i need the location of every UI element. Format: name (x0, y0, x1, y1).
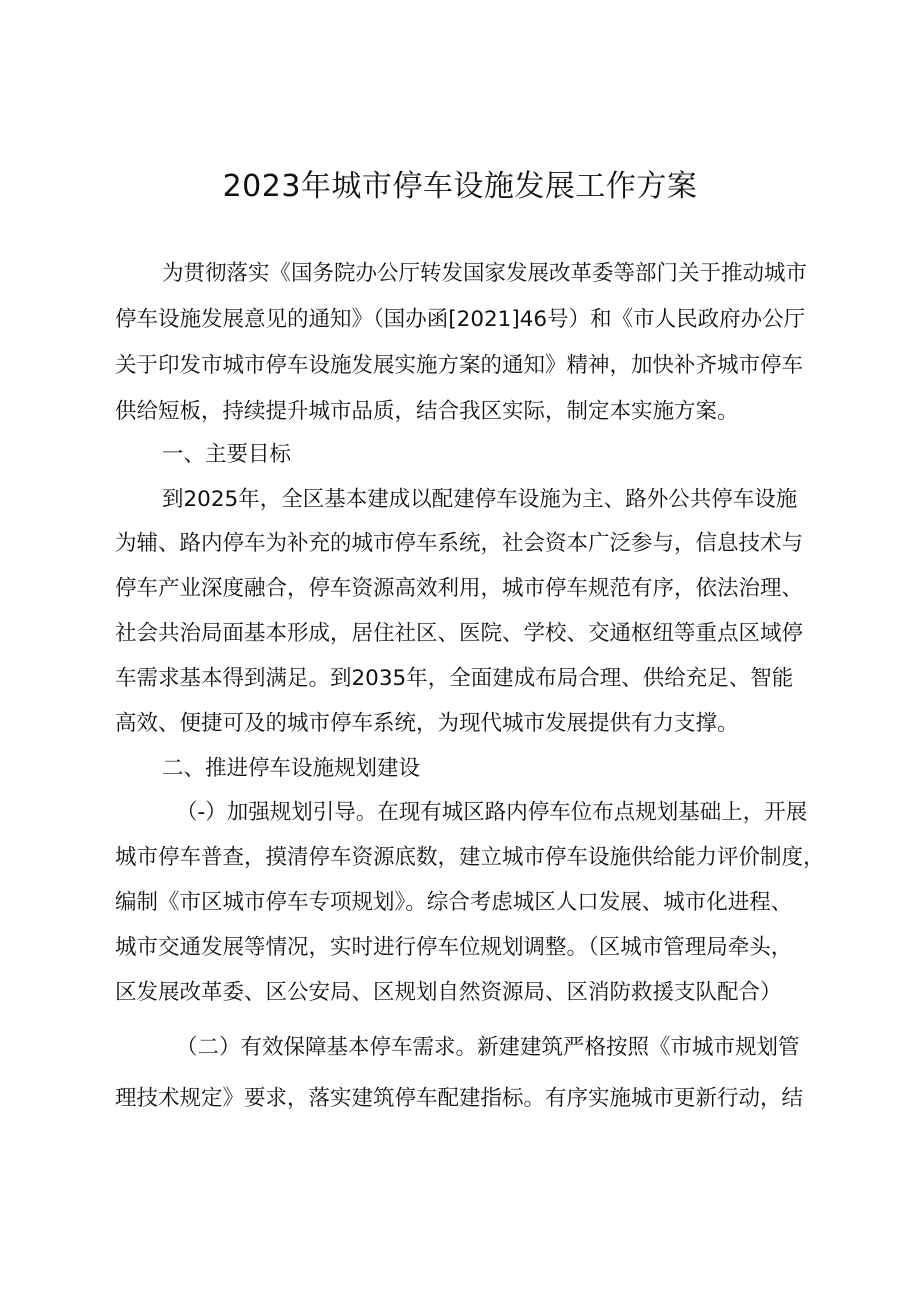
intro-line-2: 停车设施发展意见的通知》（国办函[2021]46号）和《市人民政府办公厅 (115, 307, 806, 332)
page-title: 2023年城市停车设施发展工作方案 (222, 169, 698, 204)
section-1-line-4: 社会共治局面基本形成，居住社区、医院、学校、交通枢纽等重点区域停 (115, 621, 804, 646)
section-1-line-3: 停车产业深度融合，停车资源高效利用，城市停车规范有序，依法治理、 (115, 576, 804, 601)
intro-line-4: 供给短板，持续提升城市品质，结合我区实际，制定本实施方案。 (115, 399, 739, 424)
section-1-heading: 一、主要目标 (162, 442, 292, 467)
intro-line-1: 为贯彻落实《国务院办公厅转发国家发展改革委等部门关于推动城市 (162, 261, 808, 286)
section-1-line-2: 为辅、路内停车为补充的城市停车系统，社会资本广泛参与，信息技术与 (115, 531, 804, 556)
section-2-heading: 二、推进停车设施规划建设 (162, 756, 421, 781)
section-2-item-1-line-5: 区发展改革委、区公安局、区规划自然资源局、区消防救援支队配合） (115, 980, 782, 1005)
section-2-item-1-line-3: 编制《市区城市停车专项规划》。综合考虑城区人口发展、城市化进程、 (115, 890, 793, 915)
section-2-item-2-line-2: 理技术规定》要求，落实建筑停车配建指标。有序实施城市更新行动，结 (115, 1086, 804, 1111)
section-1-line-1: 到2025年，全区基本建成以配建停车设施为主、路外公共停车设施 (162, 487, 798, 512)
section-2-item-1-line-1: （-）加强规划引导。在现有城区路内停车位布点规划基础上，开展 (176, 800, 808, 825)
section-1-line-5: 车需求基本得到满足。到2035年，全面建成布局合理、供给充足、智能 (115, 666, 794, 691)
section-1-line-6: 高效、便捷可及的城市停车系统，为现代城市发展提供有力支撑。 (115, 711, 739, 736)
intro-line-3: 关于印发市城市停车设施发展实施方案的通知》精神，加快补齐城市停车 (115, 353, 804, 378)
section-2-item-1-line-4: 城市交通发展等情况，实时进行停车位规划调整。（区城市管理局牵头， (115, 935, 793, 960)
section-2-item-1-line-2: 城市停车普查，摸清停车资源底数，建立城市停车设施供给能力评价制度， (115, 845, 825, 870)
section-2-item-2-line-1: （二）有效保障基本停车需求。新建建筑严格按照《市城市规划管 (176, 1035, 800, 1060)
